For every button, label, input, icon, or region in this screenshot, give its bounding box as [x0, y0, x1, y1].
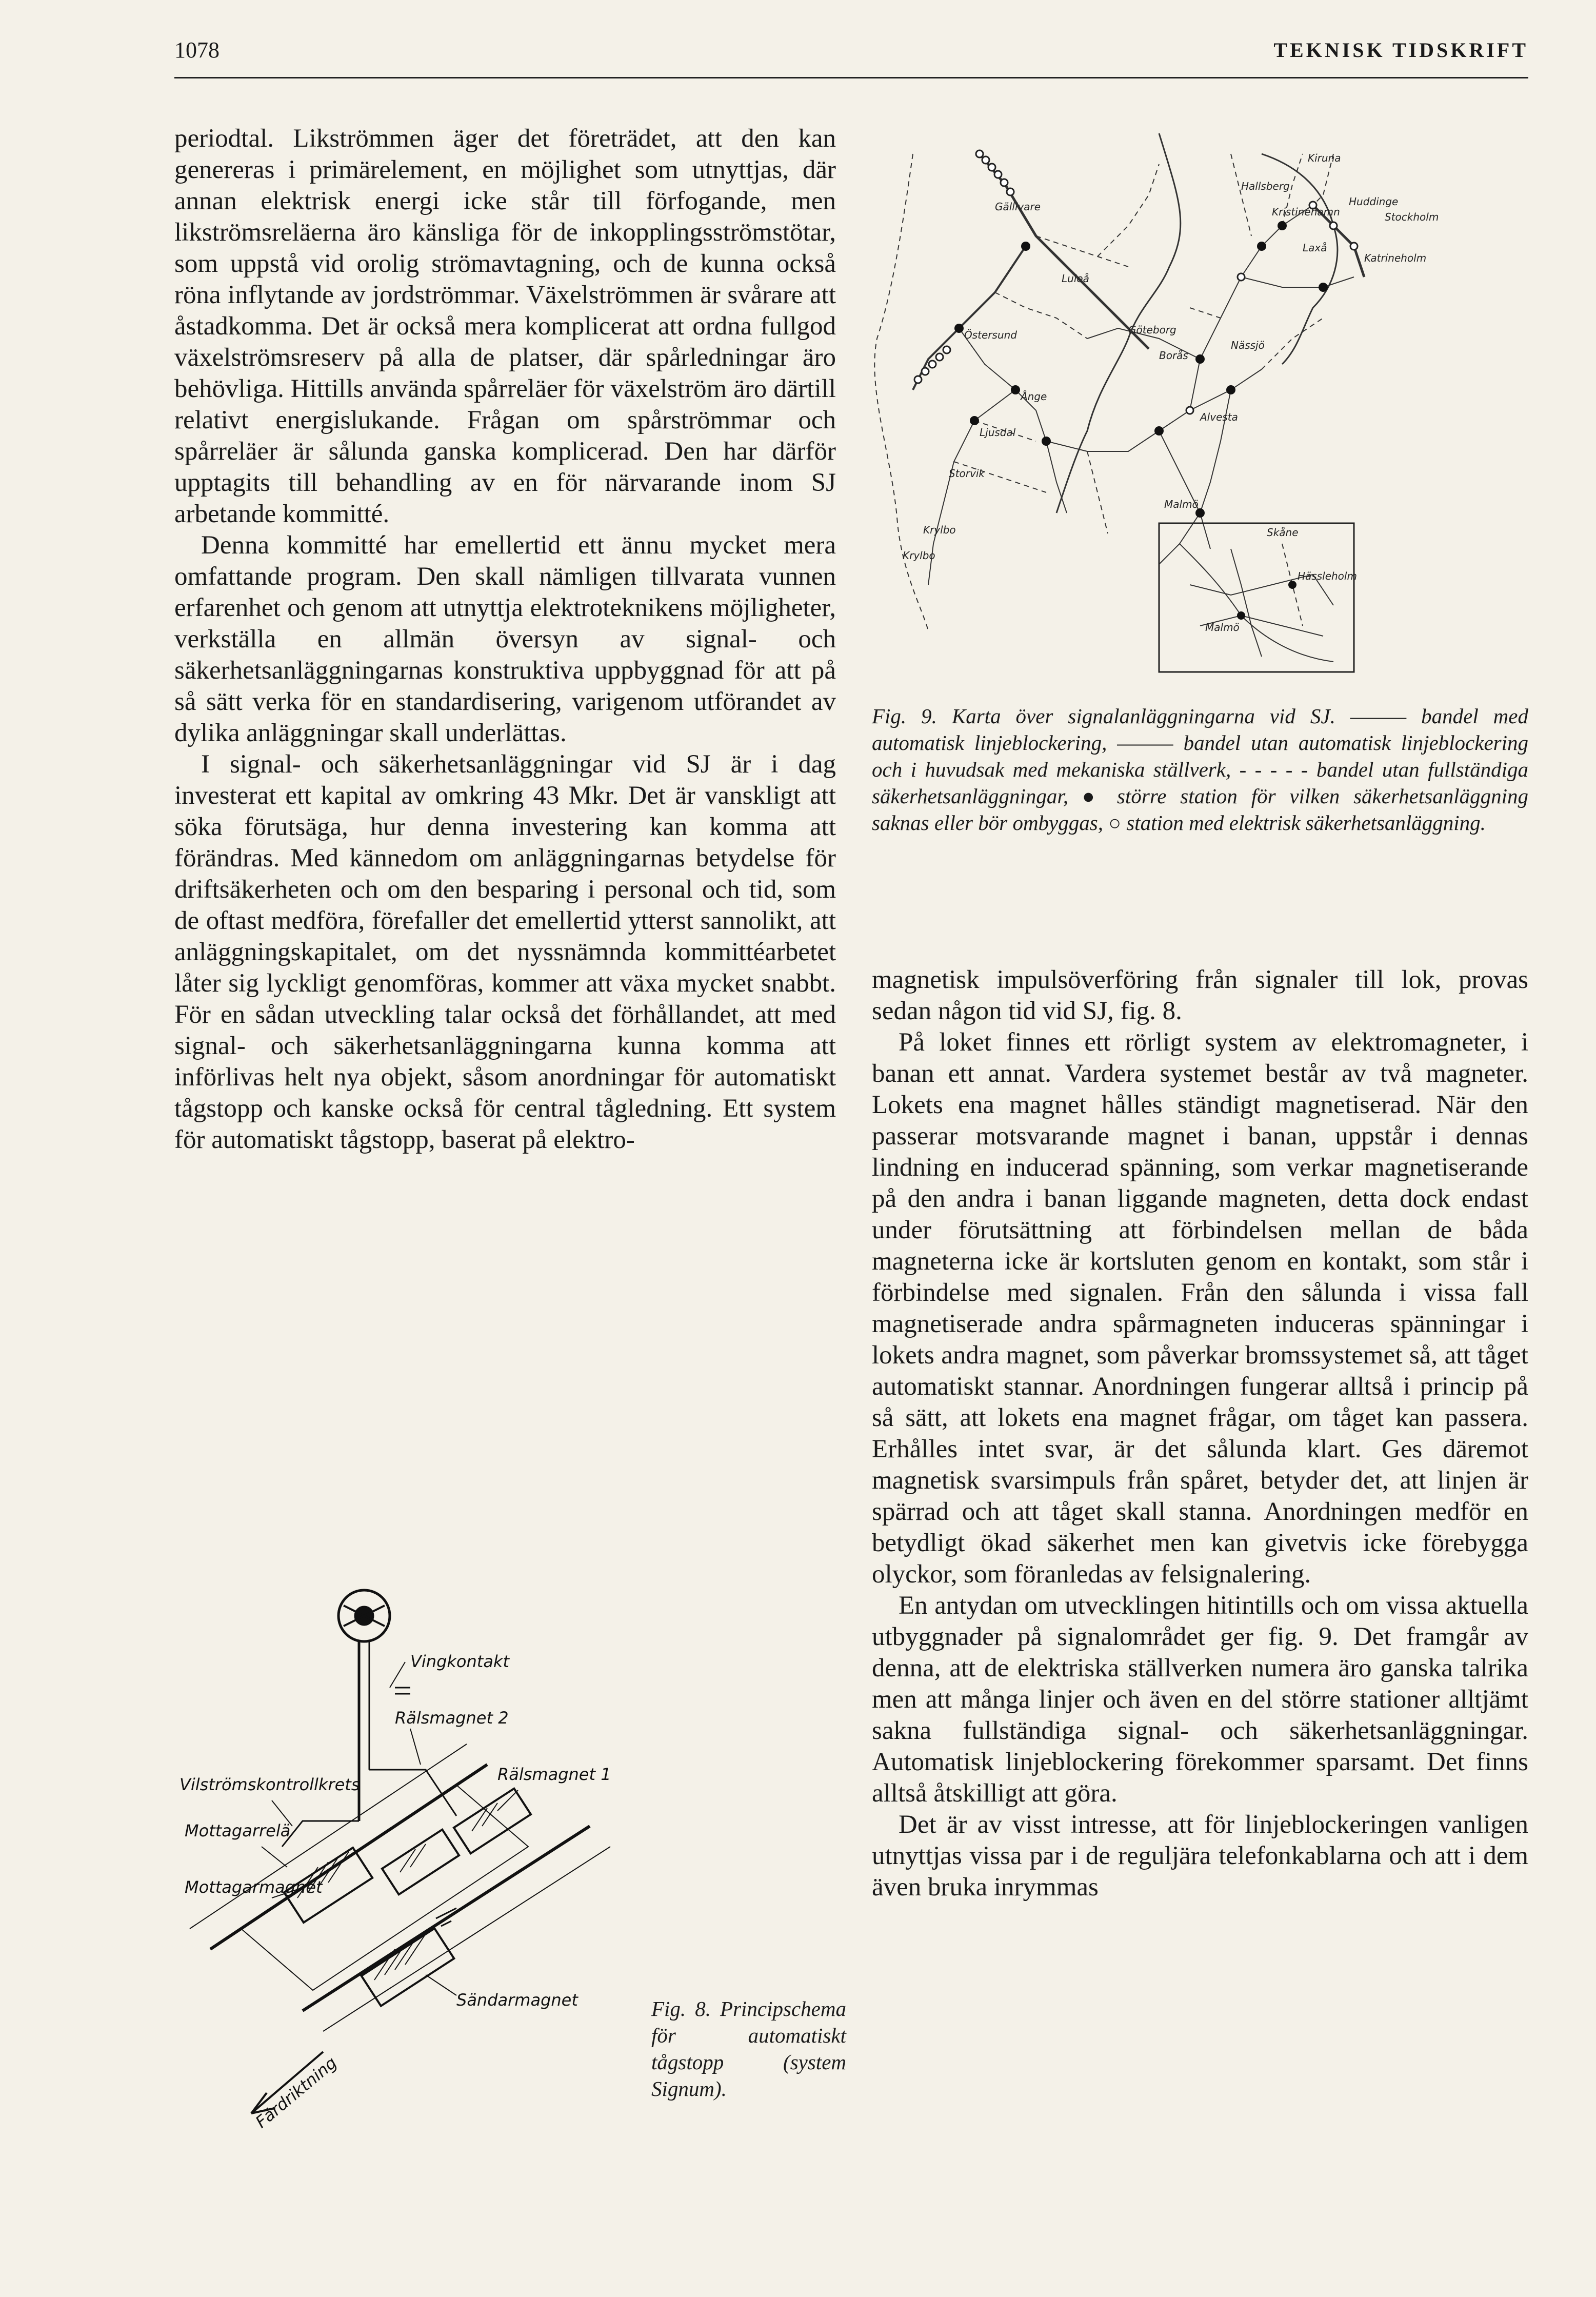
map-label: Krylbo	[923, 524, 956, 536]
map-label: Göteborg	[1128, 324, 1176, 336]
paragraph: Denna kommitté har emellertid ett ännu mycket mera omfattande program. Den skall nämligen tillvarata vunnen erfarenhet och genom att utnyttja elektroteknikens möjligheter, verkställa en allmän översyn av signal- och säkerhetsanläggningarnas konstruktiva uppbyggnad för att på så sätt verka för en standardisering, varigenom utförandet av dylika anläggningar skall underlättas.	[174, 531, 836, 747]
paragraph: På loket finnes ett rörligt system av elektromagneter, i banan ett annat. Vardera systemet består av två magneter. Lokets ena magnet hålles ständigt magnetiserad. När den passerar motsvarande magnet i banan, uppstår i dennas lindning en inducerad spänning, som verkar magnetiserande på den andra i banan liggande magneten, detta dock endast under förutsättning att förbindelsen mellan de båda magneterna icke är kortsluten genom en kontakt, som står i förbindelse med signalen. Från den sålunda i vissa fall magnetiserade andra spårmagneten induceras spänningar i lokets andra magnet, som påverkar bromssystemet så, att tåget automatiskt stannar. Anordningen fungerar alltså i princip på så sätt, att lokets ena magnet frågar, om tåget kan passera. Erhålles intet svar, är det sålunda klart. Ges däremot magnetisk svarsimpuls från spåret, betyder det, att linjen är spärrad och att tåget skall stanna. Anordningen medför en betydligt ökad säkerhet men kan givetvis icke förebygga olyckor, som föranledas av felsignalering.	[872, 1028, 1528, 1589]
journal-title: TEKNISK TIDSKRIFT	[1273, 38, 1528, 62]
map-label: Stockholm	[1385, 211, 1439, 223]
figure-8-caption: Fig. 8. Principschema för automatiskt tågstopp (system Signum).	[651, 1997, 846, 2101]
schematic-label: Rälsmagnet 1	[497, 1765, 611, 1784]
map-label: Kiruna	[1308, 152, 1341, 164]
map-label: Storvik	[949, 467, 985, 480]
page-number: 1078	[174, 37, 220, 63]
map-label: Östersund	[964, 329, 1017, 341]
figure-9-map	[872, 123, 1528, 682]
header-rule	[174, 77, 1528, 78]
map-label: Laxå	[1303, 242, 1327, 254]
map-label: Borås	[1159, 349, 1188, 362]
map-label: Katrineholm	[1364, 252, 1427, 264]
map-label: Malmö	[1164, 498, 1199, 510]
paragraph: magnetisk impulsöverföring från signaler till lok, provas sedan någon tid vid SJ, fig. 8.	[872, 965, 1528, 1025]
paragraph: En antydan om utvecklingen hitintills och om vissa aktuella utbyggnader på signalområdet ger fig. 9. Det framgår av denna, att de elektriska ställverken numera äro ganska talrika men att många linjer och även en del större stationer alltjämt sakna fullständiga signal- och säkerhetsanläggningar. Automatisk linjeblockering förekommer sparsamt. Det finns alltså åtskilligt att göra.	[872, 1591, 1528, 1808]
schematic-label: Mottagarrelä	[185, 1821, 291, 1840]
paragraph: Det är av visst intresse, att för linjeblockeringen vanligen utnyttjas vissa par i de reguljära telefonkablarna och att i dem även bruka inrymmas	[872, 1810, 1528, 1902]
map-label: Ånge	[1021, 390, 1047, 403]
map-label: Hallsberg	[1241, 180, 1290, 192]
map-label: Kristinehamn	[1272, 206, 1340, 218]
schematic-label: Sändarmagnet	[456, 1990, 578, 2010]
schematic-label: Rälsmagnet 2	[395, 1708, 509, 1728]
map-label: Krylbo	[903, 549, 935, 562]
map-label: Gällivare	[995, 201, 1041, 213]
schematic-label: Färdriktning	[251, 2053, 341, 2132]
left-column	[174, 123, 836, 1156]
paragraph: periodtal. Likströmmen äger det företrädet, att den kan genereras i primärelement, en möjlighet som utnyttjas, där annan elektrisk energi icke står till förfogande, men likströmsreläerna äro känsliga för de inkopplingsströmstötar, som uppstå vid orolig strömavtagning, och de kunna också röna inflytande av jordströmmar. Växelströmmen är svårare att åstadkomma. Det är också mera komplicerat att ordna fullgod växelströmsreserv på alla de platser, där spårledningar äro behövliga. Hittills använda spårreläer för växelström äro därtill relativt energislukande. Frågan om spårströmmar och spårreläer är sålunda ganska komplicerad. Den har därför upptagits till behandling av en för närvarande inom SJ arbetande kommitté.	[174, 124, 836, 528]
map-label: Huddinge	[1349, 195, 1399, 208]
schematic-label: Mottagarmagnet	[185, 1877, 323, 1897]
railway-map	[872, 123, 1528, 682]
map-label: Skåne	[1267, 526, 1299, 539]
figure-8-schematic	[169, 1559, 631, 2154]
map-label: Alvesta	[1200, 411, 1238, 423]
map-label: Nässjö	[1231, 339, 1265, 351]
tagstopp-schematic	[169, 1559, 631, 2154]
map-label: Luleå	[1062, 272, 1089, 285]
paragraph: I signal- och säkerhetsanläggningar vid SJ är i dag investerat ett kapital av omkring 43 Mkr. Det är vanskligt att söka förutsäga, hur denna investering kan komma att förändras. Med kännedom om anläggningarnas betydelse för driftsäkerheten och om den besparing i personal och tid, som de oftast medföra, förefaller det emellertid ytterst sannolikt, att anläggningskapitalet, om det nyssnämnda kommittéarbetet låter sig lyckligt genomföras, kommer att växa mycket snabbt. För en sådan utveckling talar också det förhållandet, att med signal- och säkerhetsanläggningarna kunna komma att införlivas helt nya objekt, såsom anordningar för automatiskt tågstopp och kanske också för central tågledning. Ett system för automatiskt tågstopp, baserat på elektro-	[174, 750, 836, 1154]
map-label: Malmö	[1205, 621, 1240, 633]
page-header	[174, 31, 1528, 67]
schematic-label: Vingkontakt	[410, 1652, 509, 1671]
right-column	[872, 964, 1528, 1903]
figure-9-caption: Fig. 9. Karta över signalanläggningarna vid SJ. ——— bandel med automatisk linjeblockering, ——— bandel utan automatisk linjeblockering och i huvudsak med mekaniska ställverk, - - - - - bandel utan fullständiga säkerhetsanläggningar, ● större station för vilken säkerhetsanläggning saknas eller bör ombyggas, ○ station med elektrisk säkerhetsanläggning.	[872, 704, 1528, 835]
map-label: Hässleholm	[1298, 570, 1357, 582]
map-label: Ljusdal	[980, 426, 1016, 439]
schematic-label: Vilströmskontrollkrets	[179, 1775, 360, 1794]
